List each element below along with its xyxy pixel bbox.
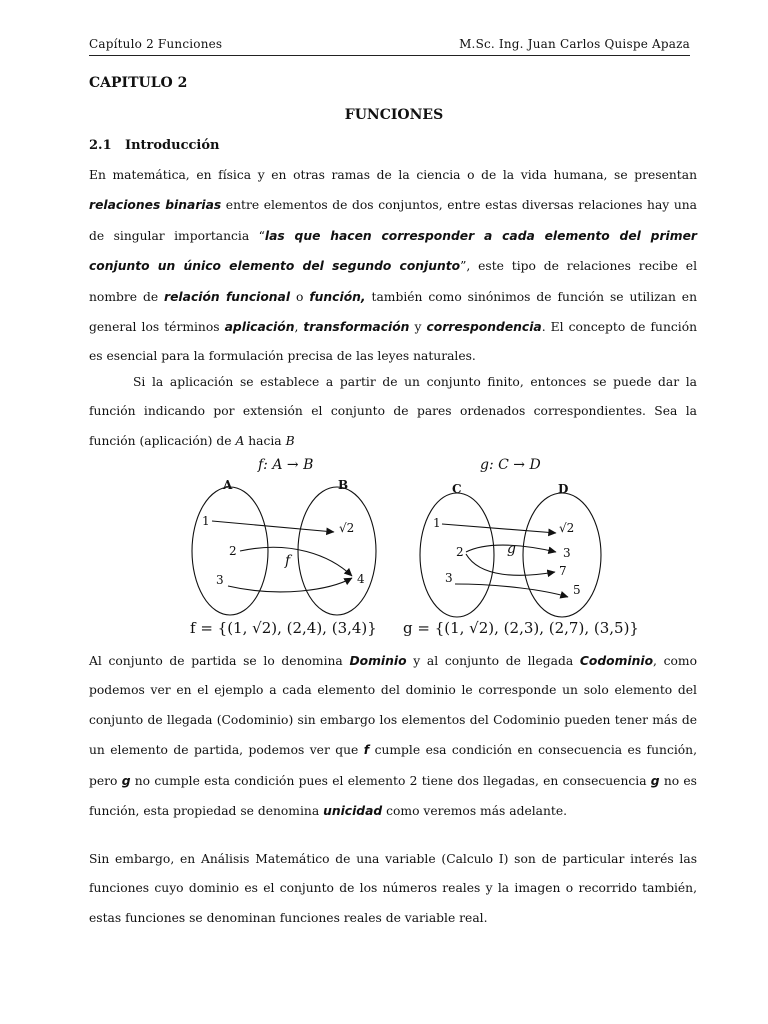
arrow-2-to-7 xyxy=(466,554,555,575)
chapter-heading: CAPITULO 2 xyxy=(89,75,188,91)
header-left: Capítulo 2 Funciones xyxy=(89,37,223,51)
section-title: Introducción xyxy=(125,138,220,153)
emphasis-unicidad: unicidad xyxy=(323,804,383,819)
text-run: En matemática, en física y en otras ramas de la ciencia o de la vida humana, se presentan xyxy=(89,168,697,182)
text-run: , como podemos ver en el ejemplo a cada elemento del dominio le corresponde un solo elemento del conjunto de llegada (Codominio) sin embargo los elementos del Codominio pueden tener más de un elemento de partida, podemos ver que xyxy=(89,654,697,758)
text-run: cumple esa condición en consecuencia es función, pero xyxy=(89,743,698,788)
text-run: como veremos más adelante. xyxy=(382,804,568,819)
arrow-1-to-sqrt2 xyxy=(212,521,334,532)
emphasis-relaciones-binarias: relaciones binarias xyxy=(89,198,222,213)
emphasis-dominio: Dominio xyxy=(349,654,407,668)
text-run: entre elementos de dos conjuntos, entre estas diversas relaciones hay una de singular importancia “ xyxy=(89,198,698,243)
set-notation-f: f = {(1, √2), (2,4), (3,4)} xyxy=(190,619,377,637)
emphasis-transformacion: transformación xyxy=(303,320,410,335)
text-run: Al conjunto de partida se lo denomina xyxy=(89,654,350,668)
text-run: y xyxy=(409,320,427,335)
diagram-f xyxy=(190,457,377,637)
diagram-g xyxy=(403,457,639,637)
emphasis-definition-quote: las que hacen corresponder a cada elemento del primer conjunto un único elemento del segundo conjunto xyxy=(89,228,697,274)
text-run: o xyxy=(290,289,310,304)
text-run: Si la aplicación se establece a partir de un conjunto finito, entonces se puede dar la función indicando por extensión el conjunto de pares ordenados correspondientes. Sea la función (aplicación) de xyxy=(89,375,697,448)
codomain-element-sqrt2: √2 xyxy=(339,521,355,535)
arrow-1-to-sqrt2 xyxy=(442,524,556,533)
arrow-label-f: f xyxy=(285,553,291,569)
arrow-3-to-4 xyxy=(228,578,352,592)
set-notation-g: g = {(1, √2), (2,3), (2,7), (3,5)} xyxy=(403,619,639,637)
domain-element-1: 1 xyxy=(433,516,441,530)
diagram-f-title: f: A → B xyxy=(258,457,314,473)
arrow-2-to-4 xyxy=(240,547,352,576)
set-b-ellipse xyxy=(298,487,376,615)
set-d-ellipse xyxy=(523,493,601,617)
emphasis-funcion: función, xyxy=(309,289,366,304)
math-set-b: B xyxy=(285,433,295,448)
text-run: también como sinónimos de función se utilizan en general los términos xyxy=(89,289,697,335)
codomain-element-7: 7 xyxy=(559,564,567,578)
codomain-element-sqrt2: √2 xyxy=(559,521,575,535)
paragraph-dominio-codominio xyxy=(89,646,697,826)
domain-element-3: 3 xyxy=(216,573,224,587)
domain-element-2: 2 xyxy=(229,544,237,558)
text-run: y al conjunto de llegada xyxy=(406,654,580,668)
emphasis-relacion-funcional: relación funcional xyxy=(164,289,291,304)
page-title: FUNCIONES xyxy=(344,107,444,123)
set-d-label: D xyxy=(558,482,569,496)
text-run: no cumple esta condición pues el elemento 2 tiene dos llegadas, en consecuencia xyxy=(130,773,651,788)
text-run: ”, este tipo de relaciones recibe el nombre de xyxy=(89,259,697,304)
text-run: . El concepto de función es esencial para la formulación precisa de las leyes naturales. xyxy=(89,320,698,364)
set-b-label: B xyxy=(338,478,349,492)
emphasis-g: g xyxy=(121,773,131,788)
codomain-element-3: 3 xyxy=(563,546,571,560)
emphasis-codominio: Codominio xyxy=(579,654,654,668)
set-a-label: A xyxy=(223,478,233,492)
paragraph-analisis: Sin embargo, en Análisis Matemático de una variable (Calculo I) son de particular interés las funciones cuyo dominio es el conjunto de los números reales y la imagen o recorrido también, estas funciones se denominan funciones reales de variable real. xyxy=(89,852,697,925)
emphasis-correspondencia: correspondencia xyxy=(426,320,542,335)
set-c-label: C xyxy=(452,482,462,496)
arrow-label-g: g xyxy=(507,541,516,557)
codomain-element-4: 4 xyxy=(357,572,365,586)
domain-element-3: 3 xyxy=(445,571,453,585)
arrow-3-to-5 xyxy=(455,584,568,597)
section-number: 2.1 xyxy=(89,138,112,153)
codomain-element-5: 5 xyxy=(573,583,581,597)
header-right: M.Sc. Ing. Juan Carlos Quispe Apaza xyxy=(459,37,690,51)
emphasis-f: f xyxy=(363,743,370,758)
emphasis-g: g xyxy=(650,773,660,788)
emphasis-aplicacion: aplicación xyxy=(224,320,295,335)
text-run: hacia xyxy=(244,433,286,448)
math-set-a: A xyxy=(235,433,245,448)
diagram-g-title: g: C → D xyxy=(480,457,541,473)
text-run: , xyxy=(294,320,304,335)
domain-element-2: 2 xyxy=(456,545,464,559)
domain-element-1: 1 xyxy=(202,514,210,528)
text-run: no es función, esta propiedad se denomina xyxy=(89,773,697,819)
